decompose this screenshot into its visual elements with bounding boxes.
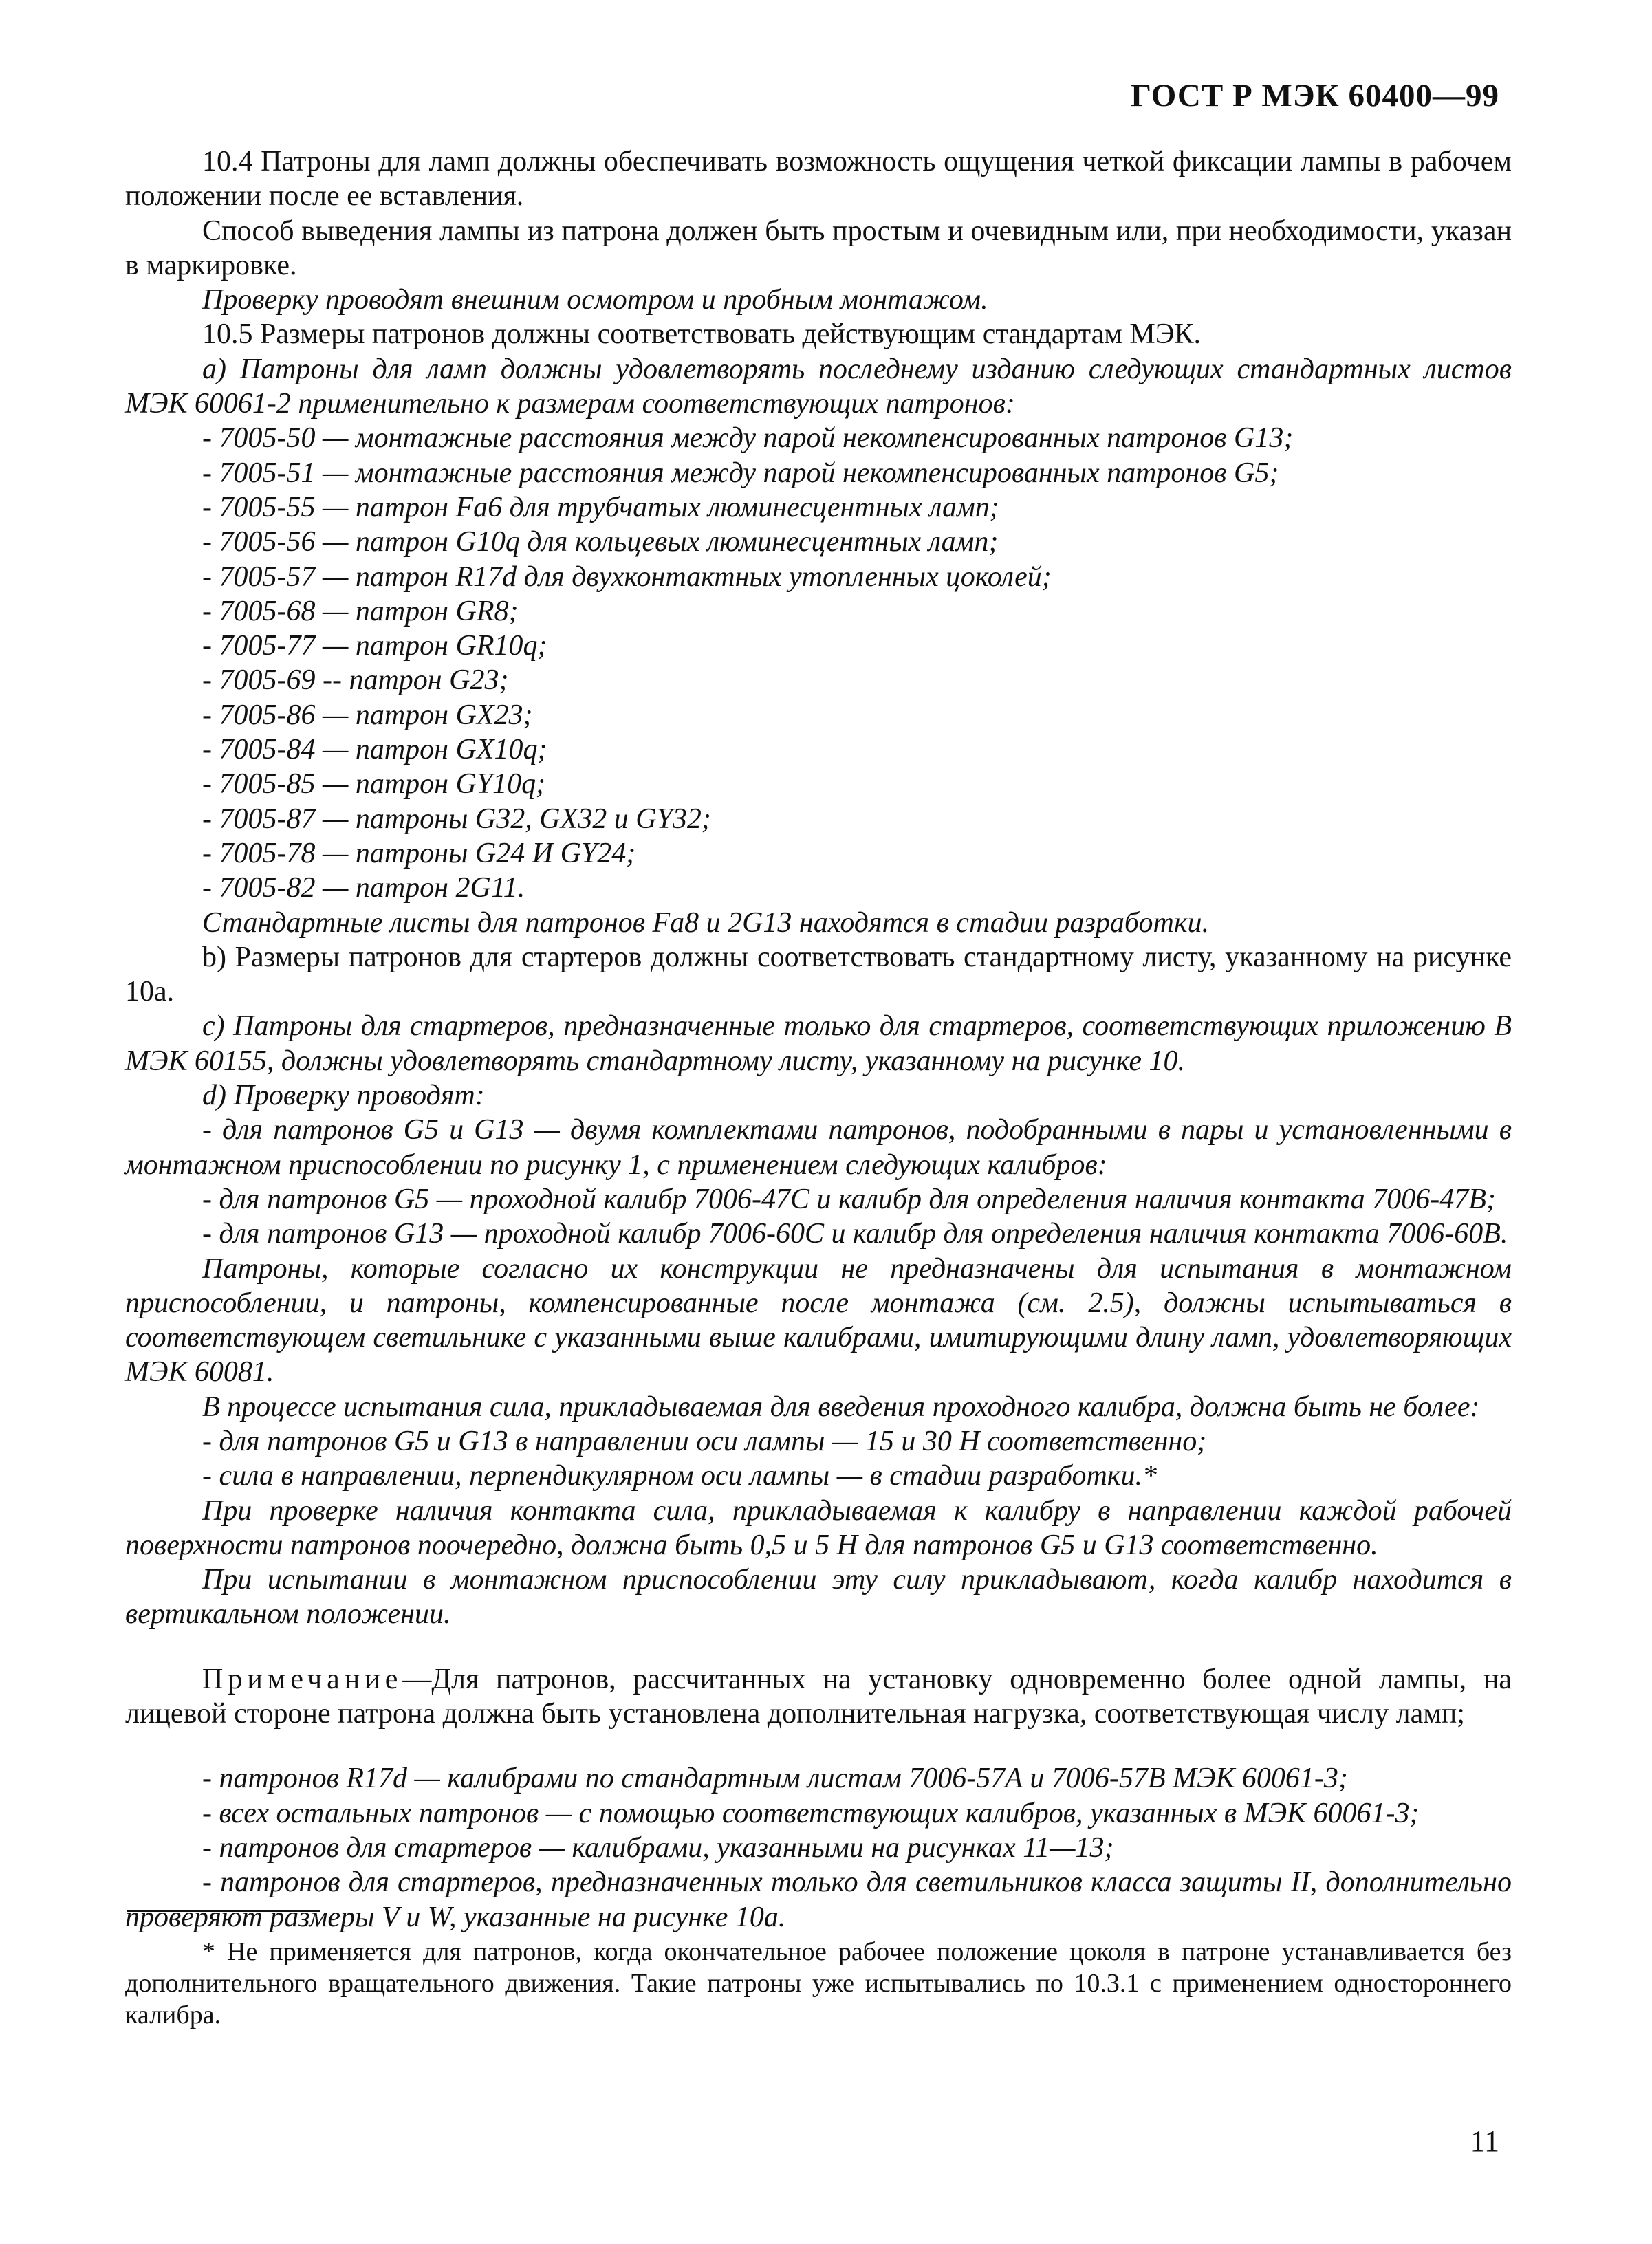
paragraph-10-5-c: с) Патроны для стартеров, предназначенные только для стартеров, соответствующих приложению В МЭК 60155, должны удовлетворять стандартному листу, указанному на рисунке 10. xyxy=(125,1010,1512,1077)
note-paragraph xyxy=(125,1662,1512,1732)
list-item: - 7005-50 — монтажные расстояния между парой некомпенсированных патронов G13; xyxy=(202,422,1294,455)
list-item: - 7005-68 — патрон GR8; xyxy=(202,595,519,627)
paragraph-check-10-4: Проверку проводят внешним осмотром и пробным монтажом. xyxy=(202,284,988,316)
paragraph-10-5: 10.5 Размеры патронов должны соответствовать действующим стандартам МЭК. xyxy=(202,318,1201,351)
paragraph-lamp-removal: Способ выведения лампы из патрона должен быть простым и очевидным или, при необходимости, указан в маркировке. xyxy=(125,215,1512,281)
standard-sheets-list xyxy=(125,421,1512,905)
paragraph-10-4: 10.4 Патроны для ламп должны обеспечивать возможность ощущения четкой фиксации лампы в рабочем положении после ее вставления. xyxy=(125,146,1512,213)
footnote: * Не применяется для патронов, когда окончательное рабочее положение цоколя в патроне устанавливается без дополнительного вращательного движения. Такие патроны уже испытывались по 10.3.1 с применением одностороннего калибра. xyxy=(125,1937,1512,2029)
list-item: - для патронов G13 — проходной калибр 7006-60С и калибр для определения наличия контакта 7006-60В. xyxy=(202,1218,1508,1250)
page-header: ГОСТ Р МЭК 60400—99 xyxy=(1131,78,1499,113)
list-item: - 7005-56 — патрон G10q для кольцевых люминесцентных ламп; xyxy=(202,526,999,558)
list-item: - 7005-57 — патрон R17d для двухконтактных утопленных цоколей; xyxy=(202,560,1052,593)
list-item: - для патронов G5 и G13 — двумя комплектами патронов, подобранными в пары и установленными в монтажном приспособлении по рисунку 1, с применением следующих калибров: xyxy=(125,1114,1512,1181)
list-item: - патронов для стартеров — калибрами, указанными на рисунках 11—13; xyxy=(202,1831,1114,1864)
list-item: - 7005-82 — патрон 2G11. xyxy=(202,872,525,904)
list-item: - 7005-77 — патрон GR10q; xyxy=(202,630,547,662)
paragraph-mounting: Патроны, которые согласно их конструкции не предназначены для испытания в монтажном приспособлении, и патроны, компенсированные после монтажа (см. 2.5), должны испытываться в соответствующем светильнике с указанными выше калибрами, имитирующими длину ламп, удовлетворяющих МЭК 60081. xyxy=(125,1252,1512,1388)
list-item: - для патронов G5 — проходной калибр 7006-47С и калибр для определения наличия контакта 7006-47В; xyxy=(202,1183,1496,1215)
footnote-rule xyxy=(127,1910,320,1912)
paragraph-vertical: При испытании в монтажном приспособлении эту силу прикладывают, когда калибр находится в вертикальном положении. xyxy=(125,1564,1512,1631)
page-content xyxy=(125,144,1512,1935)
paragraph-10-5-a: а) Патроны для ламп должны удовлетворять последнему изданию следующих стандартных листов МЭК 60061-2 применительно к размерам соответствующих патронов: xyxy=(125,353,1512,420)
list-item: - 7005-69 -- патрон G23; xyxy=(202,664,509,697)
list-item: - 7005-87 — патроны G32, GX32 и GY32; xyxy=(202,803,711,835)
page-number: 11 xyxy=(1470,2124,1499,2158)
list-item: - всех остальных патронов — с помощью соответствующих калибров, указанных в МЭК 60061-3; xyxy=(202,1797,1420,1829)
list-item: - 7005-51 — монтажные расстояния между парой некомпенсированных патронов G5; xyxy=(202,457,1279,489)
list-item: - 7005-78 — патроны G24 И GY24; xyxy=(202,837,636,869)
list-item: - патронов для стартеров, предназначенных только для светильников класса защиты II, дополнительно проверяют размеры V и W, указанные на рисунке 10а. xyxy=(125,1866,1512,1933)
paragraph-sheets-note: Стандартные листы для патронов Fa8 и 2G13 находятся в стадии разработки. xyxy=(202,906,1209,939)
list-item: - 7005-84 — патрон GX10q; xyxy=(202,734,547,766)
note-text: —Для патронов, рассчитанных на установку одновременно более одной лампы, на лицевой стороне патрона должна быть установлена дополнительная нагрузка, соответствующая числу ламп; xyxy=(125,1663,1512,1730)
list-item: - 7005-55 — патрон Fa6 для трубчатых люминесцентных ламп; xyxy=(202,491,999,523)
list-item: - сила в направлении, перпендикулярном оси лампы — в стадии разработки.* xyxy=(202,1460,1157,1492)
note-heading: Примечание xyxy=(202,1663,403,1695)
list-item: - 7005-86 — патрон GX23; xyxy=(202,699,533,731)
paragraph-contact-force: При проверке наличия контакта сила, прикладываемая к калибру в направлении каждой рабочей поверхности патронов поочередно, должна быть 0,5 и 5 Н для патронов G5 и G13 соответственно. xyxy=(125,1494,1512,1561)
paragraph-force: В процессе испытания сила, прикладываемая для введения проходного калибра, должна быть не более: xyxy=(202,1391,1480,1423)
list-item: - патронов R17d — калибрами по стандартным листам 7006-57А и 7006-57В МЭК 60061-3; xyxy=(202,1763,1348,1795)
paragraph-10-5-d: d) Проверку проводят: xyxy=(202,1080,485,1112)
paragraph-10-5-b: b) Размеры патронов для стартеров должны соответствовать стандартному листу, указанному на рисунке 10а. xyxy=(125,941,1512,1008)
list-item: - для патронов G5 и G13 в направлении оси лампы — 15 и 30 Н соответственно; xyxy=(202,1425,1207,1457)
list-item: - 7005-85 — патрон GY10q; xyxy=(202,768,546,800)
